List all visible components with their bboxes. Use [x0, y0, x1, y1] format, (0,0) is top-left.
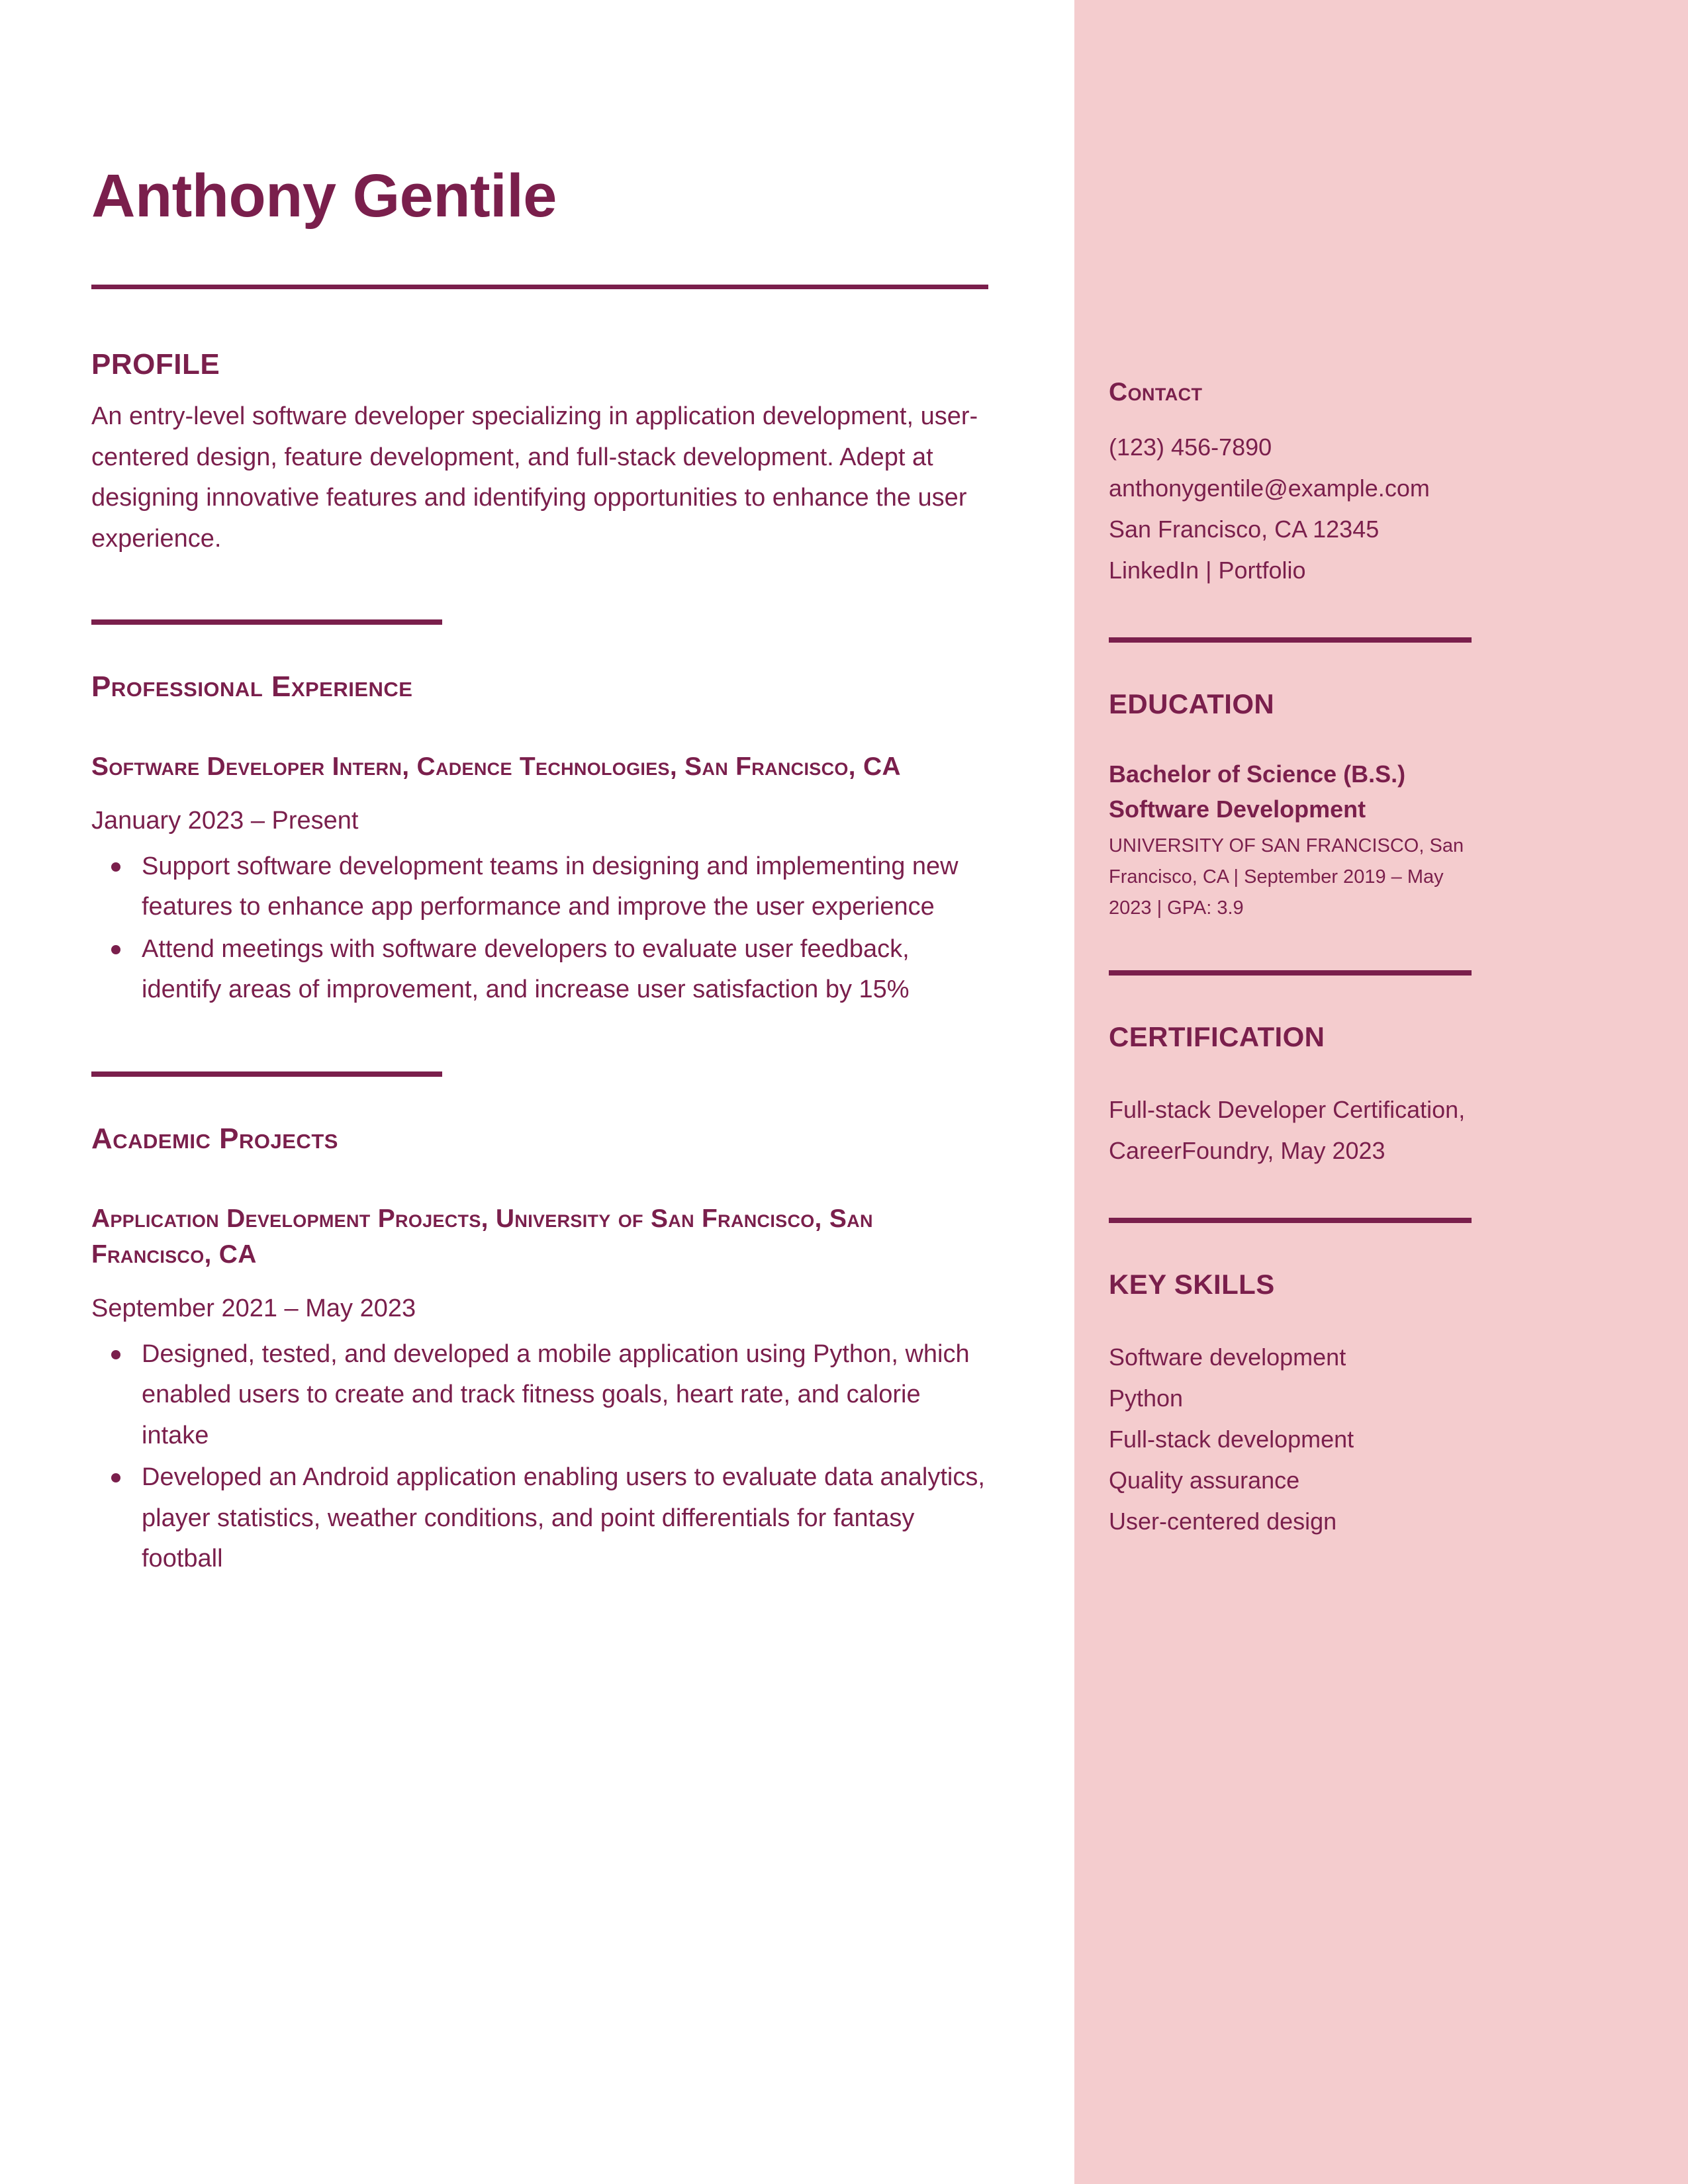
- profile-heading: PROFILE: [91, 348, 220, 381]
- experience-job-title: Software Developer Intern, Cadence Technologies, San Francisco, CA: [91, 752, 901, 781]
- bullet-dot-icon: [111, 862, 120, 872]
- section-certification: [1109, 1022, 1479, 1171]
- education-details: UNIVERSITY OF SAN FRANCISCO, San Francisco, CA | September 2019 – May 2023 | GPA: 3.9: [1109, 835, 1464, 919]
- skill-item: User-centered design: [1109, 1507, 1337, 1535]
- skill-item: Quality assurance: [1109, 1467, 1300, 1494]
- project-title: Application Development Projects, University of San Francisco, San Francisco, CA: [91, 1205, 873, 1269]
- section-education: [1109, 689, 1479, 925]
- experience-bullet-list: [91, 846, 988, 1011]
- contact-email[interactable]: anthonygentile@example.com: [1109, 474, 1430, 502]
- list-item: [91, 846, 988, 928]
- education-degree: Bachelor of Science (B.S.) Software Development: [1109, 760, 1406, 823]
- bullet-dot-icon: [111, 1473, 120, 1482]
- list-item-text: Support software development teams in designing and implementing new features to enhance app performance and improve the user experience: [142, 852, 959, 921]
- certification-section-divider: [1109, 1218, 1472, 1223]
- list-item: [91, 1457, 988, 1580]
- page-title: Anthony Gentile: [91, 162, 557, 230]
- projects-heading: Academic Projects: [91, 1122, 338, 1155]
- project-date: September 2021 – May 2023: [91, 1294, 416, 1322]
- experience-section-divider: [91, 1071, 442, 1077]
- education-section-divider: [1109, 970, 1472, 976]
- skill-item: Full-stack development: [1109, 1426, 1354, 1453]
- section-key-skills: [1109, 1269, 1479, 1542]
- skill-item: Python: [1109, 1385, 1184, 1412]
- section-profile: [91, 349, 988, 560]
- bullet-dot-icon: [111, 1350, 120, 1359]
- sidebar-column: [1109, 0, 1479, 1542]
- list-item-text: Designed, tested, and developed a mobile application using Python, which enabled users to create and track fitness goals, heart rate, and calorie intake: [142, 1340, 970, 1449]
- list-item: [91, 1334, 988, 1457]
- section-contact: [1109, 379, 1479, 591]
- list-item-text: Developed an Android application enabling users to evaluate data analytics, player statistics, weather conditions, and point differentials for fantasy football: [142, 1463, 985, 1573]
- contact-links[interactable]: LinkedIn | Portfolio: [1109, 556, 1306, 584]
- experience-entry: [91, 749, 988, 1011]
- header-divider: [91, 285, 988, 289]
- project-entry: [91, 1201, 988, 1580]
- contact-location: San Francisco, CA 12345: [1109, 515, 1380, 543]
- section-academic-projects: [91, 1123, 988, 1580]
- projects-bullet-list: [91, 1334, 988, 1580]
- section-professional-experience: [91, 671, 988, 1011]
- experience-job-date: January 2023 – Present: [91, 806, 359, 835]
- certification-heading: CERTIFICATION: [1109, 1021, 1325, 1053]
- contact-phone[interactable]: (123) 456-7890: [1109, 433, 1272, 461]
- skill-item: Software development: [1109, 1343, 1346, 1371]
- profile-section-divider: [91, 619, 442, 625]
- experience-heading: Professional Experience: [91, 670, 413, 703]
- skills-heading: KEY SKILLS: [1109, 1269, 1275, 1300]
- education-heading: EDUCATION: [1109, 688, 1275, 719]
- profile-text: An entry-level software developer specializing in application development, user-centered design, feature development, and full-stack development. Adept at designing innovative features and identifying opportunities to enhance the user experience.: [91, 402, 978, 553]
- contact-heading: Contact: [1109, 378, 1203, 406]
- certification-text: Full-stack Developer Certification, CareerFoundry, May 2023: [1109, 1096, 1466, 1165]
- list-item: [91, 929, 988, 1011]
- contact-section-divider: [1109, 637, 1472, 643]
- list-item-text: Attend meetings with software developers to evaluate user feedback, identify areas of improvement, and increase user satisfaction by 15%: [142, 934, 910, 1004]
- main-column: [91, 0, 988, 1581]
- bullet-dot-icon: [111, 945, 120, 954]
